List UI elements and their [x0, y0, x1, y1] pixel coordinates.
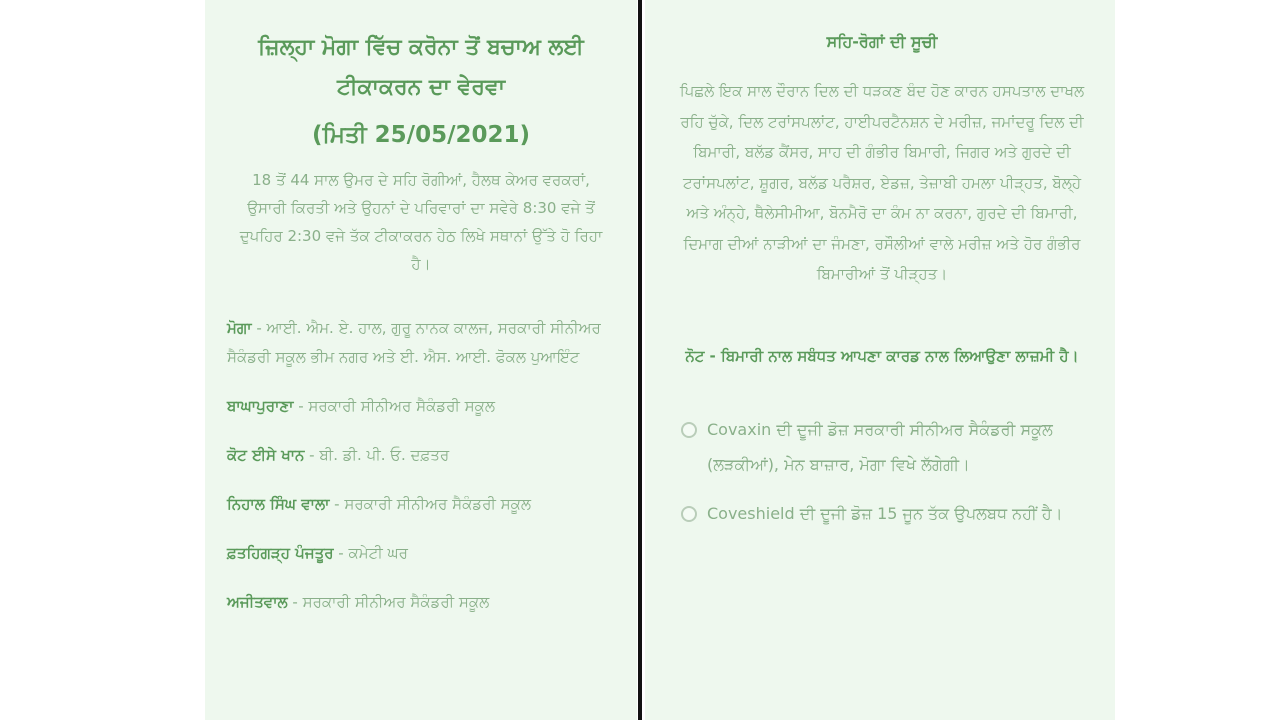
location-entry: [227, 490, 615, 519]
location-name: ਫ਼ਤਹਿਗੜ੍ਹ ਪੰਜਤੂਰ: [227, 544, 334, 562]
radio-button[interactable]: [681, 422, 697, 438]
date-label: (ਮਿਤੀ 25/05/2021): [311, 122, 531, 148]
location-name: ਮੋਗਾ: [227, 319, 252, 337]
comorbidities-title: ਸਹਿ-ਰੋਗਾਂ ਦੀ ਸੂਚੀ: [826, 32, 938, 51]
note-text: ਨੋਟ - ਬਿਮਾਰੀ ਨਾਲ ਸਬੰਧਤ ਆਪਣਾ ਕਾਰਡ ਨਾਲ ਲਿਆਉਣਾ ਲਾਜ਼ਮੀ ਹੈ।: [685, 346, 1079, 365]
location-name: ਅਜੀਤਵਾਲ: [227, 593, 288, 611]
location-place: - ਆਈ. ਐਮ. ਏ. ਹਾਲ, ਗੁਰੂ ਨਾਨਕ ਕਾਲਜ, ਸਰਕਾਰੀ ਸੀਨੀਅਰ ਸੈਕੰਡਰੀ ਸਕੂਲ ਭੀਮ ਨਗਰ ਅਤੇ ਈ. ਐਸ. ਆਈ. ਫੋਕਲ ਪੁਆਇੰਟ: [227, 319, 601, 366]
vaccine-option-covaxin[interactable]: [675, 416, 1089, 482]
radio-button[interactable]: [681, 506, 697, 522]
panel-divider: [638, 0, 642, 720]
page-title-line2: ਟੀਕਾਕਰਨ ਦਾ ਵੇਰਵਾ: [336, 75, 506, 100]
location-name: ਨਿਹਾਲ ਸਿੰਘ ਵਾਲਾ: [227, 495, 330, 513]
left-panel: [205, 0, 637, 720]
comorbidities-list-text: ਪਿਛਲੇ ਇਕ ਸਾਲ ਦੌਰਾਨ ਦਿਲ ਦੀ ਧੜਕਣ ਬੰਦ ਹੋਣ ਕਾਰਨ ਹਸਪਤਾਲ ਦਾਖਲ ਰਹਿ ਚੁੱਕੇ, ਦਿਲ ਟਰਾਂਸਪਲਾਂਟ, ਹਾਈਪਰਟੈਨਸ਼ਨ ਦੇ ਮਰੀਜ਼, ਜਮਾਂਦਰੂ ਦਿਲ ਦੀ ਬਿਮਾਰੀ, ਬਲੱਡ ਕੈਂਸਰ, ਸਾਹ ਦੀ ਗੰਭੀਰ ਬਿਮਾਰੀ, ਜਿਗਰ ਅਤੇ ਗੁਰਦੇ ਦੀ ਟਰਾਂਸਪਲਾਂਟ, ਸ਼ੂਗਰ, ਬਲੱਡ ਪਰੈਸ਼ਰ, ਏਡਜ਼, ਤੇਜ਼ਾਬੀ ਹਮਲਾ ਪੀੜ੍ਹਤ, ਬੋਲ੍ਹੇ ਅਤੇ ਅੰਨ੍ਹੇ, ਥੈਲੇਸੀਮੀਆ, ਬੋਨਮੈਰੋ ਦਾ ਕੰਮ ਨਾ ਕਰਨਾ, ਗੁਰਦੇ ਦੀ ਬਿਮਾਰੀ, ਦਿਮਾਗ ਦੀਆਂ ਨਾੜੀਆਂ ਦਾ ਜੰਮਣਾ, ਰਸੌਲੀਆਂ ਵਾਲੇ ਮਰੀਜ਼ ਅਤੇ ਹੋਰ ਗੰਭੀਰ ਬਿਮਾਰੀਆਂ ਤੋਂ ਪੀੜ੍ਹਤ।: [679, 82, 1085, 283]
right-panel: [645, 0, 1115, 720]
location-place: - ਸਰਕਾਰੀ ਸੀਨੀਅਰ ਸੈਕੰਡਰੀ ਸਕੂਲ: [287, 593, 490, 611]
location-name: ਕੋਟ ਈਸੇ ਖਾਨ: [227, 446, 305, 464]
location-entry: [227, 314, 615, 372]
intro-text: 18 ਤੋਂ 44 ਸਾਲ ਉਮਰ ਦੇ ਸਹਿ ਰੋਗੀਆਂ, ਹੈਲਥ ਕੇਅਰ ਵਰਕਰਾਂ, ਉਸਾਰੀ ਕਿਰਤੀ ਅਤੇ ਉਹਨਾਂ ਦੇ ਪਰਿਵਾਰਾਂ ਦਾ ਸਵੇਰੇ 8:30 ਵਜੇ ਤੋਂ ਦੁਪਹਿਰ 2:30 ਵਜੇ ਤੱਕ ਟੀਕਾਕਰਨ ਹੇਠ ਲਿਖੇ ਸਥਾਨਾਂ ਉੱਤੇ ਹੋ ਰਿਹਾ ਹੈ।: [239, 171, 603, 273]
page-title-line1: ਜ਼ਿਲ੍ਹਾ ਮੋਗਾ ਵਿੱਚ ਕਰੋਨਾ ਤੋਂ ਬਚਾਅ ਲਈ: [258, 35, 584, 60]
location-place: - ਸਰਕਾਰੀ ਸੀਨੀਅਰ ਸੈਕੰਡਰੀ ਸਕੂਲ: [293, 397, 496, 415]
option-label: Covaxin ਦੀ ਦੂਜੀ ਡੋਜ਼ ਸਰਕਾਰੀ ਸੀਨੀਅਰ ਸੈਕੰਡਰੀ ਸਕੂਲ (ਲੜਕੀਆਂ), ਮੇਨ ਬਾਜ਼ਾਰ, ਮੋਗਾ ਵਿਖੇ ਲੱਗੇਗੀ।: [707, 419, 1053, 474]
location-entry: [227, 539, 615, 568]
location-entry: [227, 441, 615, 470]
location-name: ਬਾਘਾਪੁਰਾਣਾ: [227, 397, 294, 415]
option-label: Coveshield ਦੀ ਦੂਜੀ ਡੋਜ਼ 15 ਜੂਨ ਤੱਕ ਉਪਲਬਧ ਨਹੀਂ ਹੈ।: [707, 503, 1063, 523]
location-entry: [227, 392, 615, 421]
location-entry: [227, 588, 615, 617]
location-place: - ਕਮੇਟੀ ਘਰ: [333, 544, 408, 562]
location-place: - ਸਰਕਾਰੀ ਸੀਨੀਅਰ ਸੈਕੰਡਰੀ ਸਕੂਲ: [329, 495, 532, 513]
location-place: - ਬੀ. ਡੀ. ਪੀ. ਓ. ਦਫ਼ਤਰ: [304, 446, 450, 464]
vaccine-option-coveshield[interactable]: [675, 500, 1089, 531]
